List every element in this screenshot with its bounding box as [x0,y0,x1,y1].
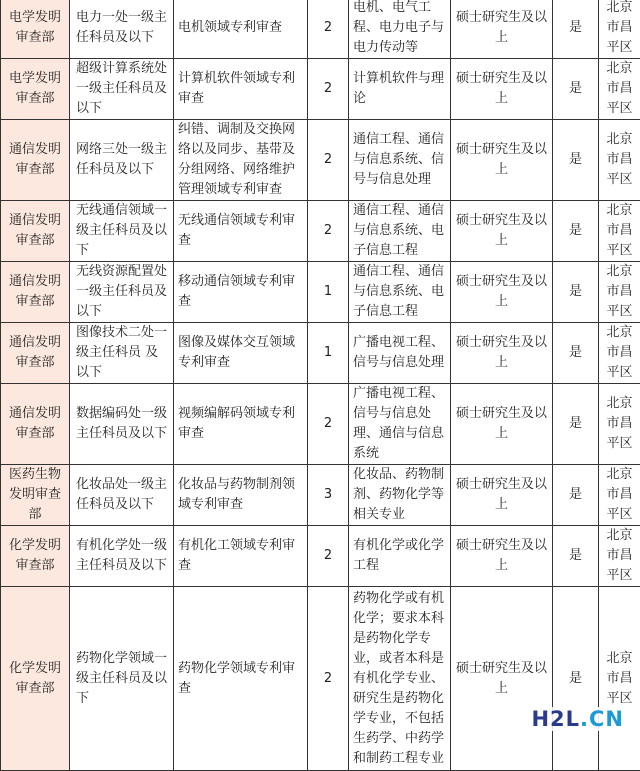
table-row [1,526,640,587]
cell-flag: 是 [553,59,599,120]
cell-location: 北京市昌平区 [599,465,640,526]
cell-dept: 医药生物发明审查部 [1,465,70,526]
table-row [1,465,640,526]
cell-flag: 是 [553,120,599,201]
table-body [1,0,640,771]
cell-position: 网络三处一级主任科员及以下 [70,120,174,201]
site-watermark: H2L.CN [527,707,628,731]
cell-duty: 移动通信领域专利审查 [174,262,308,323]
table-row [1,384,640,465]
cell-major: 药物化学或有机化学；要求本科是药物化学专业，或者本科是有机化学专业、研究生是药物化学专业，不包括生药学、中药学和制药工程专业 [349,587,451,771]
cell-duty: 纠错、调制及交换网络以及同步、基带及分组网络、网络维护管理领域专利审查 [174,120,308,201]
cell-location: 北京市昌平区 [599,323,640,384]
cell-education: 硕士研究生及以上 [451,384,553,465]
cell-duty: 有机化工领域专利审查 [174,526,308,587]
cell-position: 药物化学领域一级主任科员及以下 [70,587,174,771]
cell-dept: 电学发明审查部 [1,59,70,120]
cell-duty: 无线通信领域专利审查 [174,201,308,262]
cell-major: 通信工程、通信与信息系统、电子信息工程 [349,201,451,262]
table-row [1,323,640,384]
cell-major: 广播电视工程、信号与信息处理 [349,323,451,384]
cell-education: 硕士研究生及以上 [451,262,553,323]
table-row [1,0,640,59]
table-row [1,262,640,323]
cell-count: 2 [308,587,349,771]
cell-position: 电力一处一级主任科员及以下 [70,0,174,59]
cell-position: 有机化学处一级主任科员及以下 [70,526,174,587]
cell-major: 有机化学或化学工程 [349,526,451,587]
cell-count: 2 [308,526,349,587]
cell-major: 计算机软件与理论 [349,59,451,120]
cell-flag: 是 [553,201,599,262]
cell-dept: 通信发明审查部 [1,384,70,465]
cell-education: 硕士研究生及以上 [451,201,553,262]
cell-dept: 通信发明审查部 [1,201,70,262]
cell-count: 1 [308,262,349,323]
cell-dept: 电学发明审查部 [1,0,70,59]
cell-education: 硕士研究生及以上 [451,526,553,587]
cell-education: 硕士研究生及以上 [451,323,553,384]
cell-position: 超级计算系统处一级主任科员及以下 [70,59,174,120]
cell-count: 2 [308,120,349,201]
cell-dept: 通信发明审查部 [1,323,70,384]
cell-duty: 药物化学领域专利审查 [174,587,308,771]
cell-major: 电机、电气工程、电力电子与电力传动等 [349,0,451,59]
cell-location: 北京市昌平区 [599,526,640,587]
cell-education: 硕士研究生及以上 [451,120,553,201]
cell-education: 硕士研究生及以上 [451,465,553,526]
cell-duty: 计算机软件领域专利审查 [174,59,308,120]
cell-major: 化妆品、药物制剂、药物化学等相关专业 [349,465,451,526]
cell-major: 通信工程、通信与信息系统、电子信息工程 [349,262,451,323]
cell-count: 2 [308,59,349,120]
cell-location: 北京市昌平区 [599,384,640,465]
cell-count: 2 [308,0,349,59]
cell-education: 硕士研究生及以上 [451,587,553,771]
cell-dept: 化学发明审查部 [1,526,70,587]
cell-location: 北京市昌平区 [599,59,640,120]
cell-education: 硕士研究生及以上 [451,0,553,59]
cell-count: 1 [308,323,349,384]
cell-location: 北京市昌平区 [599,0,640,59]
cell-duty: 图像及媒体交互领域专利审查 [174,323,308,384]
cell-major: 广播电视工程、信号与信息处理、通信与信息系统 [349,384,451,465]
cell-dept: 通信发明审查部 [1,262,70,323]
table-row [1,59,640,120]
cell-flag: 是 [553,384,599,465]
cell-position: 无线资源配置处一级主任科员及以下 [70,262,174,323]
cell-position: 无线通信领域一级主任科员及以下 [70,201,174,262]
cell-count: 2 [308,384,349,465]
cell-major: 通信工程、通信与信息系统、信号与信息处理 [349,120,451,201]
cell-education: 硕士研究生及以上 [451,59,553,120]
cell-flag: 是 [553,465,599,526]
table-row [1,587,640,771]
cell-count: 3 [308,465,349,526]
cell-position: 化妆品处一级主任科员及以下 [70,465,174,526]
cell-dept: 通信发明审查部 [1,120,70,201]
cell-location: 北京市昌平区 [599,587,640,771]
table-row [1,201,640,262]
cell-flag: 是 [553,262,599,323]
cell-location: 北京市昌平区 [599,201,640,262]
cell-count: 2 [308,201,349,262]
cell-flag: 是 [553,587,599,771]
cell-position: 图像技术二处一级主任科员 及以下 [70,323,174,384]
cell-location: 北京市昌平区 [599,120,640,201]
cell-flag: 是 [553,323,599,384]
table-row [1,120,640,201]
cell-flag: 是 [553,0,599,59]
cell-duty: 电机领域专利审查 [174,0,308,59]
cell-position: 数据编码处一级主任科员及以下 [70,384,174,465]
cell-location: 北京市昌平区 [599,262,640,323]
cell-duty: 视频编解码领域专利审查 [174,384,308,465]
cell-duty: 化妆品与药物制剂领域专利审查 [174,465,308,526]
cell-flag: 是 [553,526,599,587]
cell-dept: 化学发明审查部 [1,587,70,771]
